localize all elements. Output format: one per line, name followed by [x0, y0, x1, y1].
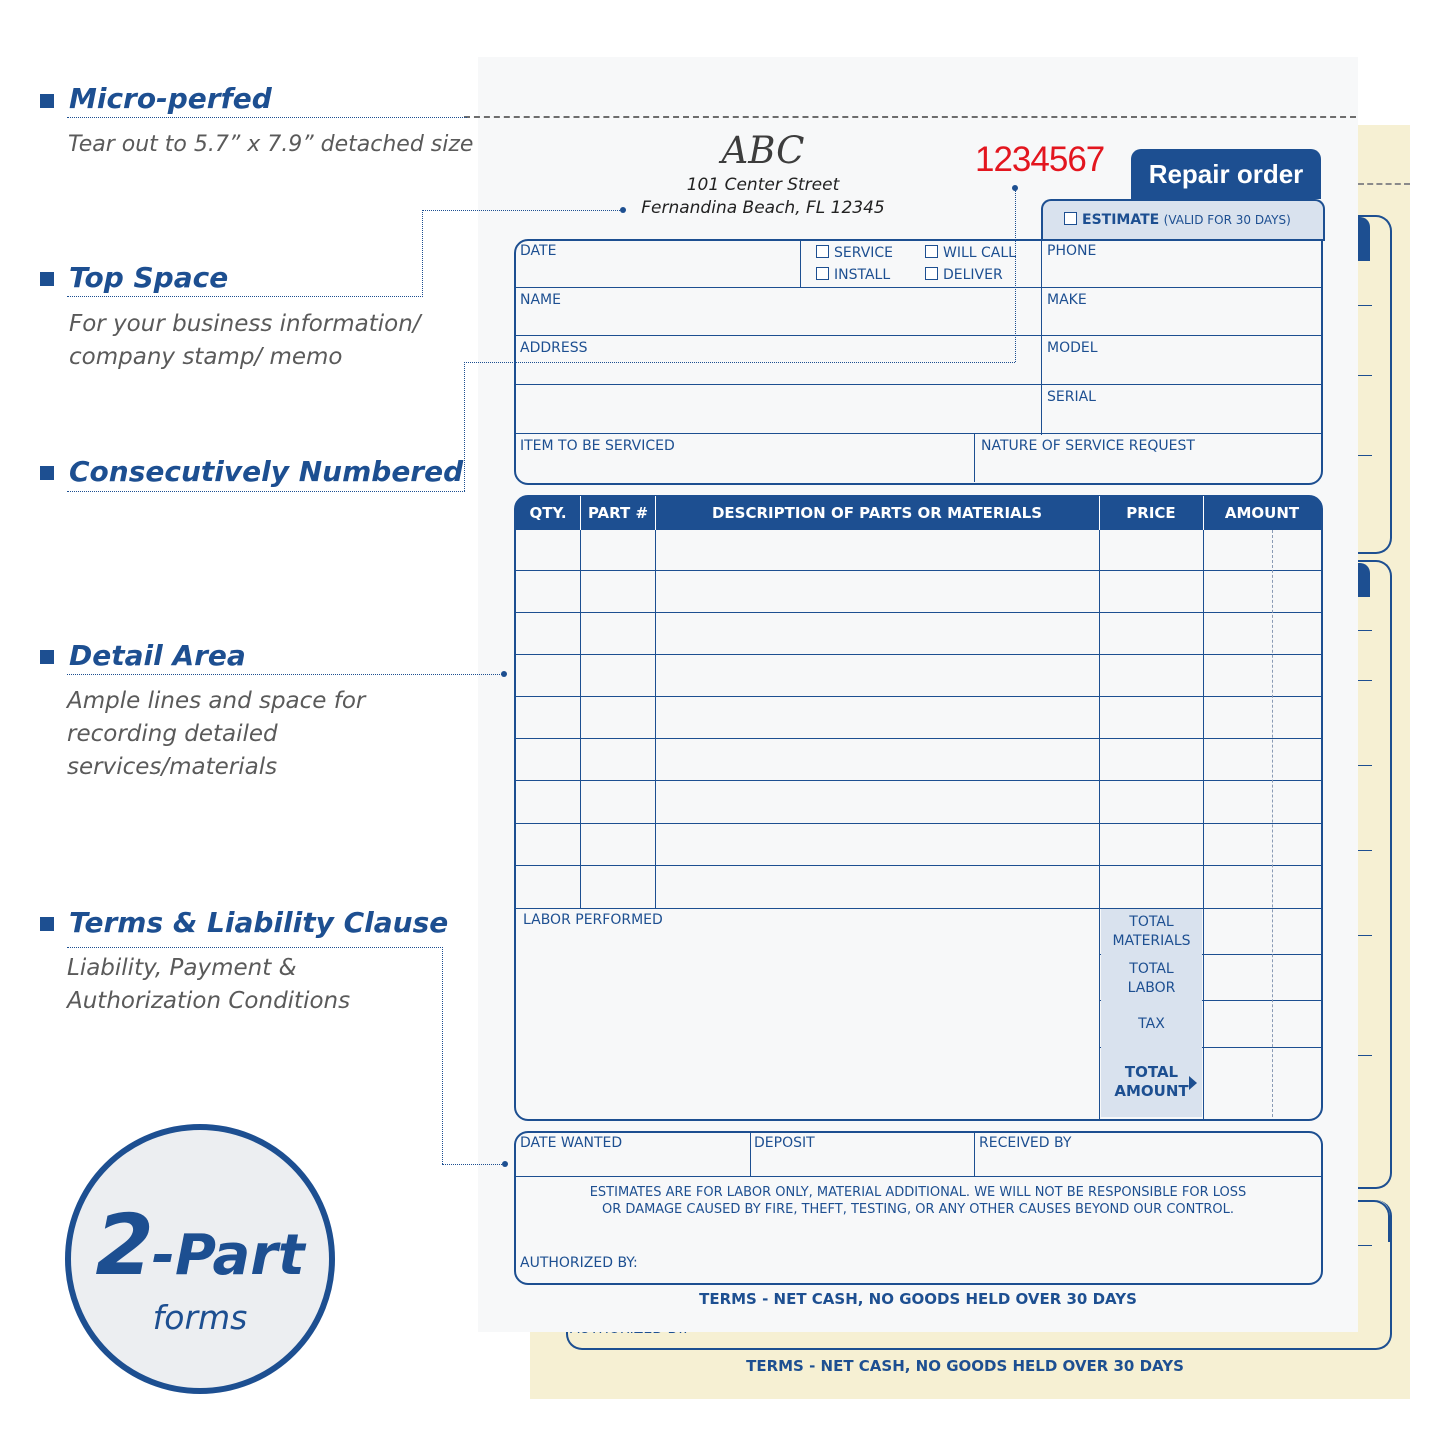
total-materials-label: TOTAL MATERIALS [1112, 914, 1191, 949]
feature-title-micro-perfed: Micro-perfed [69, 82, 272, 115]
estimate-label: ESTIMATE [1082, 212, 1160, 228]
received-by-field[interactable]: RECEIVED BY [979, 1135, 1072, 1151]
date-wanted-field[interactable]: DATE WANTED [520, 1135, 623, 1151]
labor-performed-field[interactable]: LABOR PERFORMED [523, 912, 663, 928]
feature-title-terms: Terms & Liability Clause [69, 906, 449, 939]
authorized-by-field[interactable]: AUTHORIZED BY: [520, 1255, 638, 1271]
badge-word: forms [152, 1298, 248, 1337]
badge-number: 2 [95, 1196, 152, 1294]
price-header: PRICE [1126, 504, 1176, 522]
leader-line [67, 117, 467, 118]
serial-field[interactable]: SERIAL [1047, 389, 1096, 405]
total-amount-label: TOTAL AMOUNT [1114, 1063, 1189, 1100]
address-field[interactable]: ADDRESS [520, 340, 588, 356]
repair-order-form [478, 57, 1358, 1332]
item-field[interactable]: ITEM TO BE SERVICED [520, 438, 675, 454]
parts-table-header [515, 496, 1322, 530]
description-header: DESCRIPTION OF PARTS OR MATERIALS [711, 504, 1043, 522]
service-check-icon[interactable] [816, 245, 829, 258]
install-option[interactable] [816, 267, 890, 283]
nature-field[interactable]: NATURE OF SERVICE REQUEST [981, 438, 1195, 454]
form-title-tab: Repair order [1131, 149, 1321, 199]
qty-header: QTY. [529, 504, 567, 522]
perforation-line [464, 116, 1356, 118]
will-call-check-icon[interactable] [925, 245, 938, 258]
back-terms: TERMS - NET CASH, NO GOODS HELD OVER 30 DAYS [746, 1357, 1184, 1375]
feature-desc-micro-perfed: Tear out to 5.7” x 7.9” detached size [68, 132, 474, 157]
feature-bullet-icon [40, 650, 54, 664]
back-perforation [1358, 183, 1410, 185]
feature-desc-detail-area: Ample lines and space for recording detailed services/materials [67, 688, 366, 780]
terms-text: TERMS - NET CASH, NO GOODS HELD OVER 30 DAYS [699, 1290, 1137, 1308]
company-address-line2: Fernandina Beach, FL 12345 [641, 198, 885, 218]
tax-label: TAX [1138, 1016, 1165, 1032]
install-label: INSTALL [834, 267, 891, 283]
feature-desc-terms: Liability, Payment & Authorization Conditions [67, 955, 351, 1014]
service-option[interactable] [816, 245, 893, 261]
liability-disclaimer: ESTIMATES ARE FOR LABOR ONLY, MATERIAL ADDITIONAL. WE WILL NOT BE RESPONSIBLE FOR LOSS OR DAMAGE CAUSED BY FIRE, THEFT, TESTING, OR ANY OTHER CAUSES BEYOND OUR CONTROL. [589, 1185, 1247, 1217]
date-field[interactable]: DATE [520, 243, 557, 259]
feature-desc-top-space: For your business information/ company stamp/ memo [69, 311, 421, 370]
leader-line [67, 491, 465, 492]
deliver-label: DELIVER [943, 267, 1003, 283]
estimate-check-icon[interactable] [1064, 212, 1077, 225]
will-call-option[interactable] [925, 245, 1016, 261]
feature-bullet-icon [40, 94, 54, 108]
deliver-option[interactable] [925, 267, 1003, 283]
feature-bullet-icon [40, 272, 54, 286]
phone-field[interactable]: PHONE [1047, 243, 1097, 259]
company-address-line1: 101 Center Street [686, 175, 840, 195]
leader-line [67, 296, 423, 297]
install-check-icon[interactable] [816, 267, 829, 280]
feature-title-detail-area: Detail Area [69, 639, 246, 672]
feature-title-top-space: Top Space [69, 261, 229, 294]
model-field[interactable]: MODEL [1047, 340, 1098, 356]
make-field[interactable]: MAKE [1047, 292, 1087, 308]
total-labor-label: TOTAL LABOR [1127, 961, 1176, 996]
feature-title-consecutively-numbered: Consecutively Numbered [69, 455, 464, 488]
feature-bullet-icon [40, 917, 54, 931]
company-name: ABC [721, 129, 805, 172]
will-call-label: WILL CALL [943, 245, 1016, 261]
name-field[interactable]: NAME [520, 292, 561, 308]
deposit-field[interactable]: DEPOSIT [754, 1135, 815, 1151]
leader-line [67, 947, 443, 948]
two-part-badge [65, 1124, 335, 1394]
estimate-note: (VALID FOR 30 DAYS) [1163, 213, 1291, 227]
leader-line [67, 674, 504, 675]
part-header: PART # [587, 504, 649, 522]
estimate-checkbox[interactable] [1064, 212, 1291, 228]
badge-headline [71, 1196, 329, 1294]
feature-bullet-icon [40, 466, 54, 480]
serial-number: 1234567 [975, 140, 1105, 179]
deliver-check-icon[interactable] [925, 267, 938, 280]
service-label: SERVICE [834, 245, 894, 261]
arrow-right-icon [1188, 1076, 1198, 1090]
amount-header: AMOUNT [1224, 504, 1300, 522]
badge-suffix: -Part [151, 1223, 305, 1288]
